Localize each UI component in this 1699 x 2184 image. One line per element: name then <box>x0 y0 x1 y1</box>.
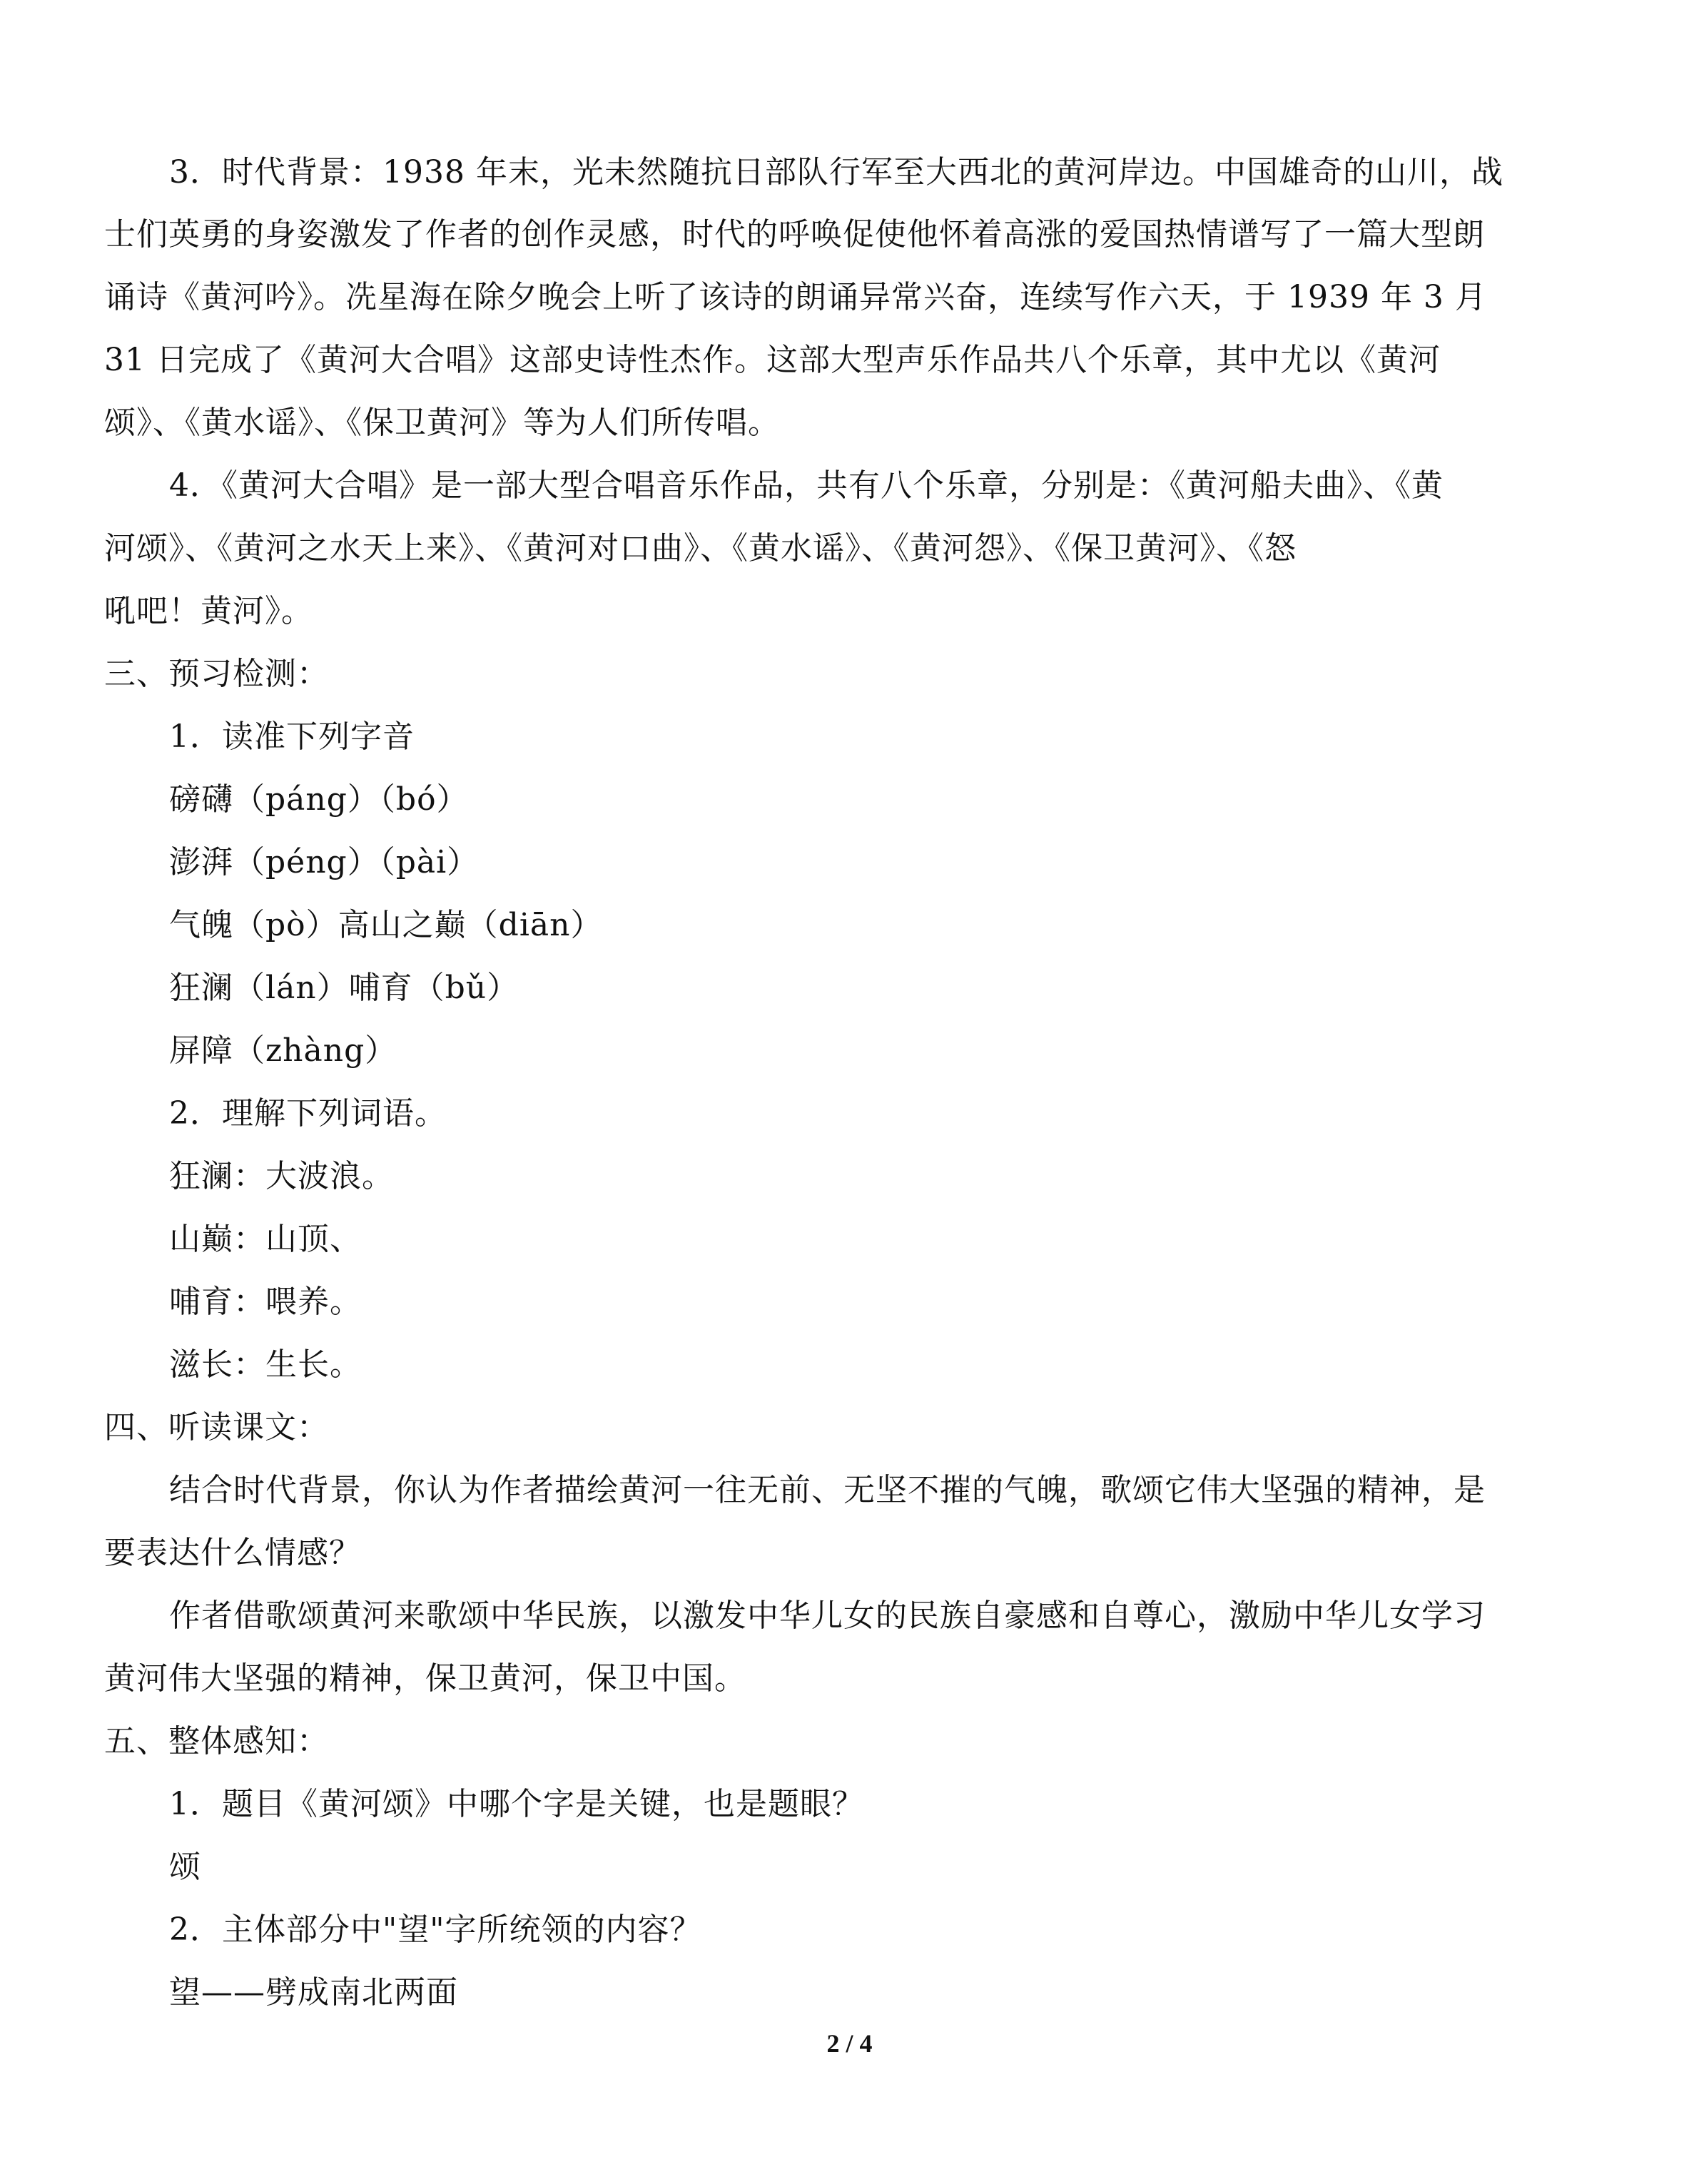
text-line-14: 狂澜（lán）哺育（bǔ） <box>169 970 519 1006</box>
text-line-4: 31 日完成了《黄河大合唱》这部史诗性杰作。这部大型声乐作品共八个乐章，其中尤以《黄河 <box>104 342 1441 378</box>
text-line-28: 颂 <box>169 1849 201 1885</box>
text-line-23: 要表达什么情感？ <box>104 1535 361 1571</box>
text-line-24: 作者借歌颂黄河来歌颂中华民族，以激发中华儿女的民族自豪感和自尊心，激励中华儿女学习 <box>169 1598 1486 1634</box>
text-line-10: 1．读准下列字音 <box>169 718 415 755</box>
text-line-27: 1．题目《黄河颂》中哪个字是关键，也是题眼？ <box>169 1786 864 1822</box>
text-line-29: 2．主体部分中"望"字所统领的内容？ <box>169 1911 702 1948</box>
page-number: 2 / 4 <box>826 2029 873 2058</box>
text-line-11: 磅礴（páng）（bó） <box>169 781 469 818</box>
text-line-3: 诵诗《黄河吟》。冼星海在除夕晚会上听了该诗的朗诵异常兴奋，连续写作六天，于 1939 年 3 月 <box>104 279 1487 315</box>
text-line-5: 颂》、《黄水谣》、《保卫黄河》等为人们所传唱。 <box>104 405 780 441</box>
text-line-17: 狂澜：大波浪。 <box>169 1158 394 1194</box>
text-line-13: 气魄（pò）高山之巅（diān） <box>169 907 603 943</box>
text-line-20: 滋长：生长。 <box>169 1346 362 1383</box>
section-heading-listen-read: 四、听读课文： <box>104 1409 329 1446</box>
section-heading-preview-check: 三、预习检测： <box>104 656 329 692</box>
text-line-1: 3．时代背景：1938 年末，光未然随抗日部队行军至大西北的黄河岸边。中国雄奇的山川，战 <box>169 154 1503 191</box>
text-line-7: 河颂》、《黄河之水天上来》、《黄河对口曲》、《黄水谣》、《黄河怨》、《保卫黄河》、《怒 <box>104 530 1297 567</box>
text-line-8: 吼吧！黄河》。 <box>104 593 313 629</box>
section-heading-overall-perception: 五、整体感知： <box>104 1723 329 1759</box>
text-line-18: 山巅：山顶、 <box>169 1221 362 1257</box>
text-line-12: 澎湃（péng）（pài） <box>169 844 480 880</box>
text-line-25: 黄河伟大坚强的精神，保卫黄河，保卫中国。 <box>104 1660 746 1697</box>
text-line-16: 2．理解下列词语。 <box>169 1095 447 1132</box>
text-line-30: 望——劈成南北两面 <box>169 1974 458 2011</box>
text-line-22: 结合时代背景，你认为作者描绘黄河一往无前、无坚不摧的气魄，歌颂它伟大坚强的精神，是 <box>169 1472 1486 1508</box>
text-line-15: 屏障（zhàng） <box>169 1032 397 1069</box>
text-line-19: 哺育：喂养。 <box>169 1284 362 1320</box>
text-line-6: 4．《黄河大合唱》是一部大型合唱音乐作品，共有八个乐章，分别是：《黄河船夫曲》、《黄 <box>169 467 1444 504</box>
text-line-2: 士们英勇的身姿激发了作者的创作灵感，时代的呼唤促使他怀着高涨的爱国热情谱写了一篇大型朗 <box>104 216 1485 253</box>
